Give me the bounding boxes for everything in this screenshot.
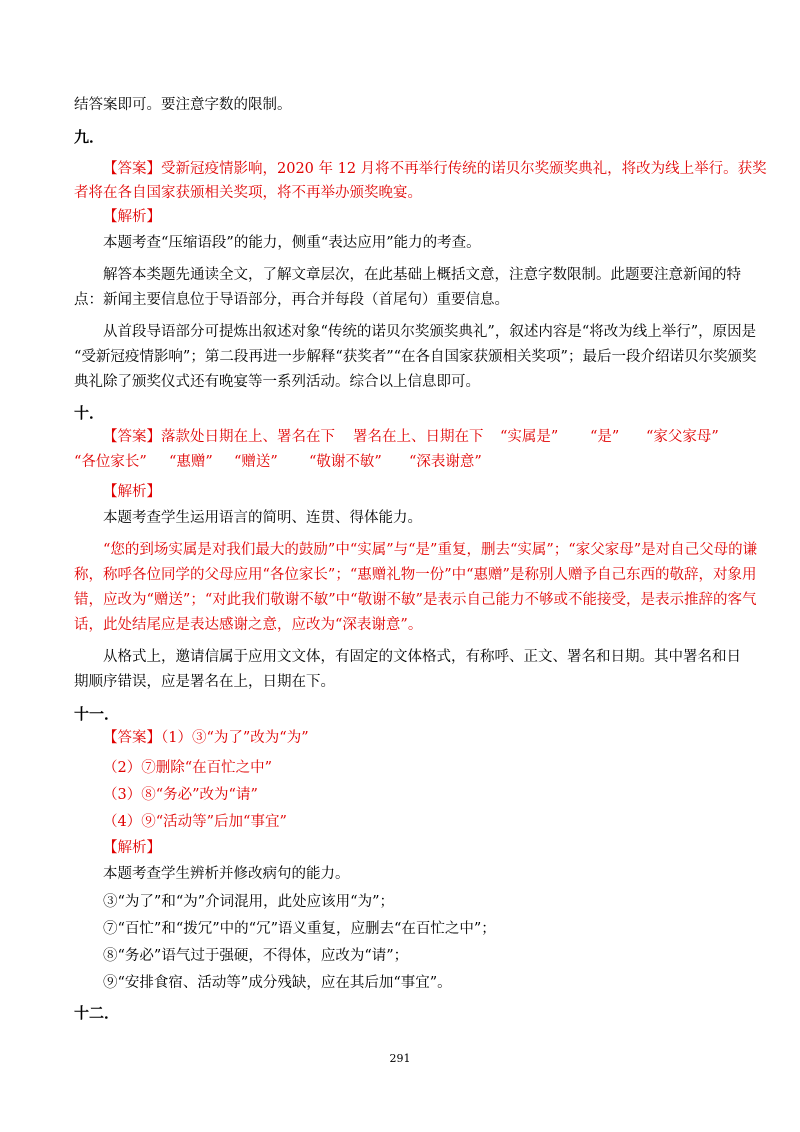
analysis-line: 从格式上，邀请信属于应用文文体，有固定的文体格式，有称呼、正文、署名和日期。其中署名和日 <box>103 649 741 665</box>
analysis-line: 从首段导语部分可提炼出叙述对象“传统的诺贝尔奖颁奖典礼”，叙述内容是“将改为线上举行”，原因是 <box>103 324 757 340</box>
analysis-line: 话，此处结尾应是表达感谢之意，应改为“深表谢意”。 <box>74 617 423 633</box>
question-number: 十一． <box>74 705 120 723</box>
analysis-line: ③“为了”和“为”介词混用，此处应该用“为”； <box>103 894 394 910</box>
analysis-line: “受新冠疫情影响”；第二段再进一步解释“获奖者”“在各自国家获颁相关奖项”；最后一段介绍诺贝尔奖颁奖 <box>74 349 757 365</box>
question-number: 十二． <box>74 1004 120 1022</box>
analysis-heading: 【解析】 <box>103 209 161 225</box>
analysis-line: 错，应改为“赠送”；“对此我们敬谢不敏”中“敬谢不敏”是表示自己能力不够或不能接受，是表示推辞的客气 <box>74 592 757 608</box>
answer-item: “深表谢意” <box>409 454 482 470</box>
page-number: 291 <box>389 1052 411 1065</box>
analysis-line: 点：新闻主要信息位于导语部分，再合并每段（首尾句）重要信息。 <box>74 292 509 308</box>
analysis-line: 本题考查学生辨析并修改病句的能力。 <box>103 866 350 882</box>
answer-line: 【答案】受新冠疫情影响，2020 年 12 月将不再举行传统的诺贝尔奖颁奖典礼，将改为线上举行。获奖 <box>103 161 767 177</box>
answer-item: “惠赠” <box>169 454 213 470</box>
analysis-line: 解答本类题先通读全文，了解文章层次，在此基础上概括文意，注意字数限制。此题要注意新闻的特 <box>103 267 741 283</box>
answer-line: 【答案】（1）③“为了”改为“为” <box>103 730 309 746</box>
answer-line: 者将在各自国家获颁相关奖项，将不再举办颁奖晚宴。 <box>74 185 422 201</box>
analysis-line: “您的到场实属是对我们最大的鼓励”中“实属”与“是”重复，删去“实属”；“家父家母”是对自己父母的谦 <box>103 542 758 558</box>
answer-line: （4）⑨“活动等”后加“事宜” <box>103 814 287 830</box>
answer-item: “实属是” <box>500 429 559 445</box>
analysis-heading: 【解析】 <box>103 840 161 856</box>
answer-item: “各位家长” <box>74 454 147 470</box>
answer-item: “敬谢不敏” <box>309 454 382 470</box>
question-number: 十． <box>74 404 105 422</box>
analysis-line: 本题考查学生运用语言的简明、连贯、得体能力。 <box>103 510 422 526</box>
analysis-line: ⑦“百忙”和“拨冗”中的“冗”语义重复，应删去“在百忙之中”； <box>103 921 496 937</box>
analysis-line: 典礼除了颁奖仪式还有晚宴等一系列活动。综合以上信息即可。 <box>74 374 480 390</box>
answer-item: “是” <box>590 429 620 445</box>
analysis-heading: 【解析】 <box>103 484 161 500</box>
analysis-line: ⑨“安排食宿、活动等”成分残缺，应在其后加“事宜”。 <box>103 975 452 991</box>
question-number: 九． <box>74 128 105 146</box>
analysis-line: 称，称呼各位同学的父母应用“各位家长”；“惠赠礼物一份”中“惠赠”是称别人赠予自己东西的敬辞，对象用 <box>74 567 757 583</box>
answer-item: “赠送” <box>234 454 278 470</box>
answer-item: “家父家母” <box>646 429 719 445</box>
analysis-line: ⑧“务必”语气过于强硬，不得体，应改为“请”； <box>103 948 409 964</box>
answer-item: 【答案】落款处日期在上、署名在下 <box>103 429 335 445</box>
answer-line: （2）⑦删除“在百忙之中” <box>103 760 273 776</box>
answer-line: （3）⑧“务必”改为“请” <box>103 787 258 803</box>
analysis-line: 期顺序错误，应是署名在上，日期在下。 <box>74 674 335 690</box>
analysis-line: 本题考查“压缩语段”的能力，侧重“表达应用”能力的考查。 <box>103 235 481 251</box>
text-line: 结答案即可。要注意字数的限制。 <box>74 97 292 113</box>
answer-item: 署名在上、日期在下 <box>353 429 484 445</box>
